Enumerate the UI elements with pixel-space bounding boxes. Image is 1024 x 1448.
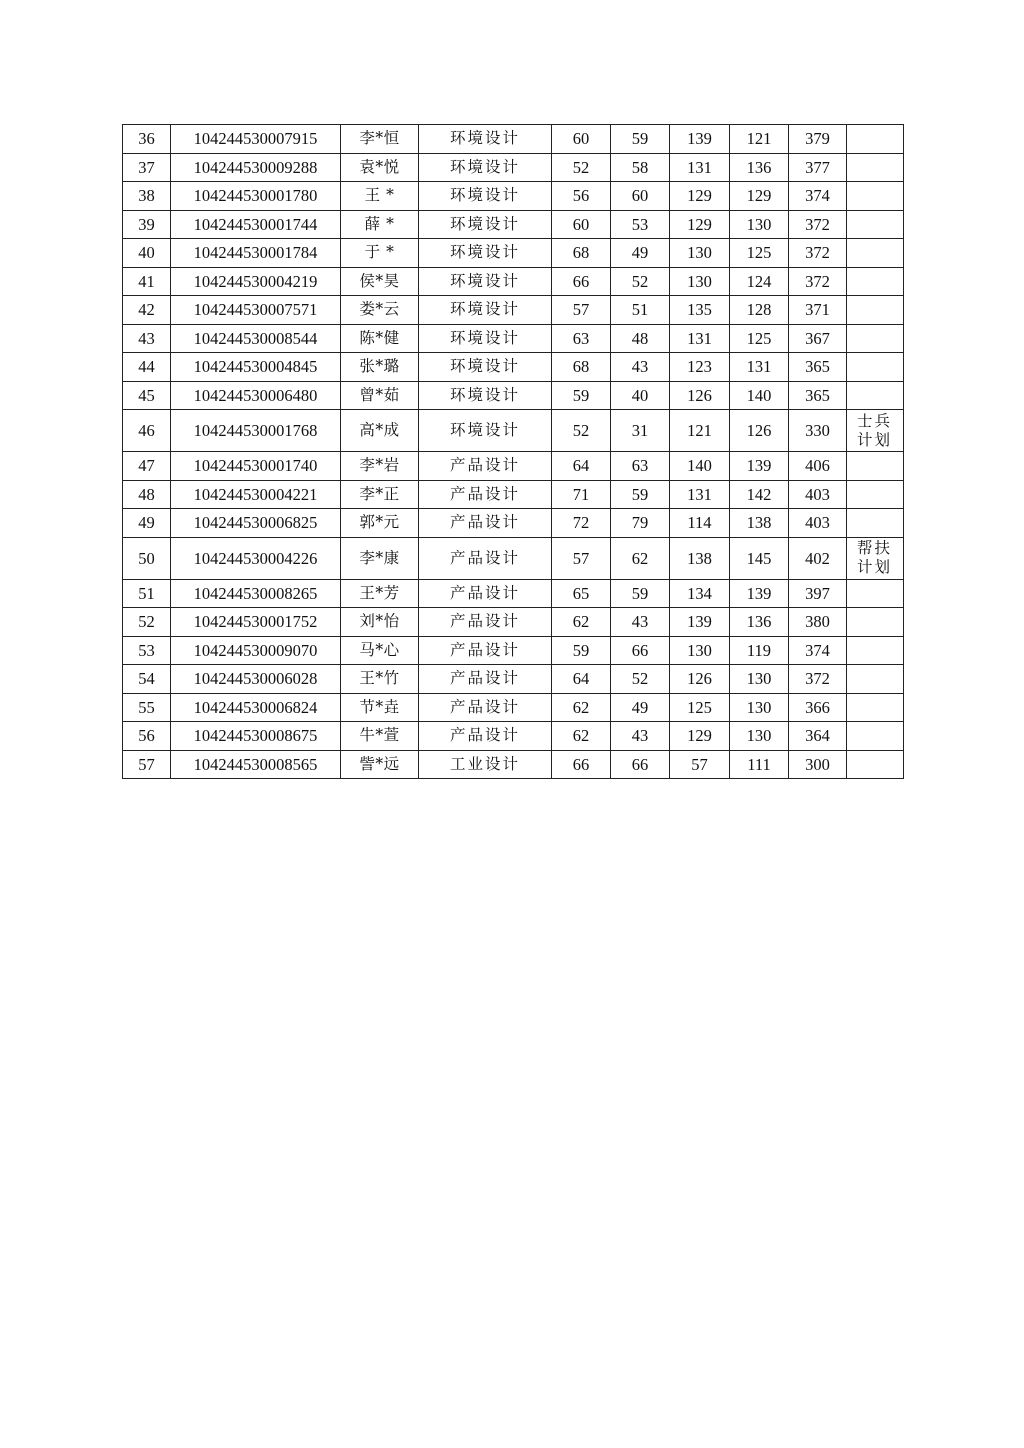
total-score-cell: 406 (789, 452, 847, 481)
score-3-cell: 139 (670, 608, 730, 637)
score-1-cell: 62 (552, 608, 611, 637)
major-cell: 产品设计 (419, 579, 552, 608)
major-cell: 环境设计 (419, 153, 552, 182)
major-cell: 环境设计 (419, 267, 552, 296)
serial-number-cell: 52 (123, 608, 171, 637)
score-3-cell: 139 (670, 125, 730, 154)
score-3-cell: 131 (670, 480, 730, 509)
serial-number-cell: 44 (123, 353, 171, 382)
note-cell (847, 636, 904, 665)
total-score-cell: 330 (789, 410, 847, 452)
major-cell: 环境设计 (419, 324, 552, 353)
major-cell: 环境设计 (419, 353, 552, 382)
score-2-cell: 66 (611, 750, 670, 779)
table-row (123, 296, 904, 325)
serial-number-cell: 53 (123, 636, 171, 665)
table-row (123, 125, 904, 154)
score-2-cell: 49 (611, 693, 670, 722)
score-1-cell: 68 (552, 239, 611, 268)
candidate-id-cell: 104244530004226 (171, 537, 341, 579)
serial-number-cell: 51 (123, 579, 171, 608)
note-cell (847, 267, 904, 296)
score-2-cell: 31 (611, 410, 670, 452)
total-score-cell: 402 (789, 537, 847, 579)
candidate-id-cell: 104244530008544 (171, 324, 341, 353)
score-3-cell: 129 (670, 722, 730, 751)
total-score-cell: 366 (789, 693, 847, 722)
candidate-id-cell: 104244530009288 (171, 153, 341, 182)
note-cell: 帮扶计划 (847, 537, 904, 579)
candidate-id-cell: 104244530001768 (171, 410, 341, 452)
score-2-cell: 43 (611, 722, 670, 751)
score-4-cell: 136 (730, 153, 789, 182)
score-3-cell: 121 (670, 410, 730, 452)
note-cell: 士兵计划 (847, 410, 904, 452)
score-1-cell: 52 (552, 410, 611, 452)
candidate-name-cell: 陈*健 (341, 324, 419, 353)
candidate-id-cell: 104244530009070 (171, 636, 341, 665)
total-score-cell: 374 (789, 636, 847, 665)
note-cell (847, 182, 904, 211)
candidate-id-cell: 104244530008565 (171, 750, 341, 779)
score-3-cell: 138 (670, 537, 730, 579)
candidate-name-cell: 王 * (341, 182, 419, 211)
score-2-cell: 66 (611, 636, 670, 665)
note-cell (847, 125, 904, 154)
table-row (123, 722, 904, 751)
score-4-cell: 130 (730, 693, 789, 722)
score-4-cell: 130 (730, 210, 789, 239)
total-score-cell: 374 (789, 182, 847, 211)
score-3-cell: 123 (670, 353, 730, 382)
table-row (123, 750, 904, 779)
score-4-cell: 125 (730, 324, 789, 353)
note-cell (847, 210, 904, 239)
major-cell: 环境设计 (419, 125, 552, 154)
candidate-id-cell: 104244530004221 (171, 480, 341, 509)
serial-number-cell: 47 (123, 452, 171, 481)
candidate-name-cell: 薛 * (341, 210, 419, 239)
score-2-cell: 59 (611, 480, 670, 509)
note-cell (847, 665, 904, 694)
major-cell: 产品设计 (419, 509, 552, 538)
candidate-name-cell: 侯*昊 (341, 267, 419, 296)
total-score-cell: 372 (789, 267, 847, 296)
score-2-cell: 51 (611, 296, 670, 325)
score-2-cell: 59 (611, 125, 670, 154)
table-row (123, 480, 904, 509)
candidate-id-cell: 104244530004219 (171, 267, 341, 296)
score-1-cell: 68 (552, 353, 611, 382)
candidate-name-cell: 娄*云 (341, 296, 419, 325)
score-2-cell: 58 (611, 153, 670, 182)
score-4-cell: 136 (730, 608, 789, 637)
score-3-cell: 140 (670, 452, 730, 481)
score-3-cell: 131 (670, 324, 730, 353)
candidate-name-cell: 高*成 (341, 410, 419, 452)
note-cell (847, 452, 904, 481)
candidate-id-cell: 104244530008265 (171, 579, 341, 608)
score-3-cell: 130 (670, 267, 730, 296)
serial-number-cell: 41 (123, 267, 171, 296)
table-row (123, 324, 904, 353)
score-4-cell: 140 (730, 381, 789, 410)
score-3-cell: 130 (670, 636, 730, 665)
score-1-cell: 60 (552, 125, 611, 154)
table-row (123, 210, 904, 239)
score-1-cell: 56 (552, 182, 611, 211)
score-2-cell: 52 (611, 267, 670, 296)
total-score-cell: 365 (789, 353, 847, 382)
table-row (123, 693, 904, 722)
table-row (123, 579, 904, 608)
score-4-cell: 145 (730, 537, 789, 579)
candidate-name-cell: 刘*怡 (341, 608, 419, 637)
major-cell: 环境设计 (419, 239, 552, 268)
serial-number-cell: 42 (123, 296, 171, 325)
candidate-id-cell: 104244530004845 (171, 353, 341, 382)
score-4-cell: 128 (730, 296, 789, 325)
score-4-cell: 129 (730, 182, 789, 211)
score-2-cell: 43 (611, 353, 670, 382)
score-4-cell: 121 (730, 125, 789, 154)
score-4-cell: 125 (730, 239, 789, 268)
serial-number-cell: 56 (123, 722, 171, 751)
total-score-cell: 371 (789, 296, 847, 325)
total-score-cell: 367 (789, 324, 847, 353)
serial-number-cell: 39 (123, 210, 171, 239)
score-4-cell: 119 (730, 636, 789, 665)
major-cell: 环境设计 (419, 410, 552, 452)
table-row (123, 153, 904, 182)
score-1-cell: 64 (552, 452, 611, 481)
candidate-id-cell: 104244530007571 (171, 296, 341, 325)
total-score-cell: 403 (789, 509, 847, 538)
table-row (123, 452, 904, 481)
table-row (123, 182, 904, 211)
candidate-id-cell: 104244530001752 (171, 608, 341, 637)
note-cell (847, 750, 904, 779)
total-score-cell: 372 (789, 239, 847, 268)
score-2-cell: 52 (611, 665, 670, 694)
total-score-cell: 397 (789, 579, 847, 608)
score-4-cell: 126 (730, 410, 789, 452)
major-cell: 工业设计 (419, 750, 552, 779)
score-3-cell: 129 (670, 182, 730, 211)
candidate-id-cell: 104244530008675 (171, 722, 341, 751)
note-cell (847, 296, 904, 325)
score-4-cell: 130 (730, 665, 789, 694)
candidate-name-cell: 王*芳 (341, 579, 419, 608)
total-score-cell: 377 (789, 153, 847, 182)
candidate-name-cell: 牛*萱 (341, 722, 419, 751)
candidate-id-cell: 104244530001784 (171, 239, 341, 268)
table-row (123, 410, 904, 452)
note-cell (847, 480, 904, 509)
score-table (122, 124, 904, 779)
score-2-cell: 40 (611, 381, 670, 410)
score-1-cell: 71 (552, 480, 611, 509)
serial-number-cell: 43 (123, 324, 171, 353)
total-score-cell: 372 (789, 665, 847, 694)
major-cell: 产品设计 (419, 480, 552, 509)
candidate-name-cell: 訾*远 (341, 750, 419, 779)
serial-number-cell: 45 (123, 381, 171, 410)
score-3-cell: 134 (670, 579, 730, 608)
total-score-cell: 380 (789, 608, 847, 637)
serial-number-cell: 49 (123, 509, 171, 538)
score-3-cell: 130 (670, 239, 730, 268)
candidate-id-cell: 104244530006028 (171, 665, 341, 694)
major-cell: 环境设计 (419, 381, 552, 410)
total-score-cell: 372 (789, 210, 847, 239)
score-table-body (123, 125, 904, 779)
table-row (123, 537, 904, 579)
major-cell: 产品设计 (419, 665, 552, 694)
score-1-cell: 57 (552, 296, 611, 325)
serial-number-cell: 36 (123, 125, 171, 154)
score-3-cell: 129 (670, 210, 730, 239)
total-score-cell: 403 (789, 480, 847, 509)
score-1-cell: 59 (552, 381, 611, 410)
score-1-cell: 59 (552, 636, 611, 665)
score-4-cell: 139 (730, 452, 789, 481)
candidate-name-cell: 王*竹 (341, 665, 419, 694)
score-2-cell: 79 (611, 509, 670, 538)
candidate-name-cell: 李*康 (341, 537, 419, 579)
note-cell (847, 722, 904, 751)
score-4-cell: 138 (730, 509, 789, 538)
candidate-name-cell: 马*心 (341, 636, 419, 665)
table-row (123, 665, 904, 694)
major-cell: 产品设计 (419, 636, 552, 665)
serial-number-cell: 37 (123, 153, 171, 182)
serial-number-cell: 55 (123, 693, 171, 722)
major-cell: 产品设计 (419, 537, 552, 579)
candidate-name-cell: 李*岩 (341, 452, 419, 481)
score-4-cell: 124 (730, 267, 789, 296)
score-3-cell: 126 (670, 665, 730, 694)
note-cell (847, 608, 904, 637)
candidate-id-cell: 104244530006480 (171, 381, 341, 410)
table-row (123, 381, 904, 410)
score-1-cell: 57 (552, 537, 611, 579)
score-1-cell: 64 (552, 665, 611, 694)
major-cell: 环境设计 (419, 210, 552, 239)
candidate-name-cell: 于 * (341, 239, 419, 268)
score-4-cell: 111 (730, 750, 789, 779)
table-row (123, 608, 904, 637)
note-cell (847, 324, 904, 353)
score-1-cell: 66 (552, 750, 611, 779)
candidate-name-cell: 袁*悦 (341, 153, 419, 182)
note-cell (847, 579, 904, 608)
score-1-cell: 62 (552, 722, 611, 751)
score-1-cell: 60 (552, 210, 611, 239)
major-cell: 产品设计 (419, 608, 552, 637)
score-2-cell: 59 (611, 579, 670, 608)
score-3-cell: 126 (670, 381, 730, 410)
serial-number-cell: 48 (123, 480, 171, 509)
candidate-id-cell: 104244530007915 (171, 125, 341, 154)
candidate-id-cell: 104244530006824 (171, 693, 341, 722)
score-4-cell: 139 (730, 579, 789, 608)
candidate-id-cell: 104244530001780 (171, 182, 341, 211)
score-1-cell: 66 (552, 267, 611, 296)
score-4-cell: 131 (730, 353, 789, 382)
table-row (123, 239, 904, 268)
score-1-cell: 62 (552, 693, 611, 722)
total-score-cell: 365 (789, 381, 847, 410)
score-1-cell: 72 (552, 509, 611, 538)
serial-number-cell: 38 (123, 182, 171, 211)
note-cell (847, 239, 904, 268)
score-4-cell: 130 (730, 722, 789, 751)
candidate-name-cell: 张*璐 (341, 353, 419, 382)
candidate-id-cell: 104244530001744 (171, 210, 341, 239)
score-2-cell: 60 (611, 182, 670, 211)
candidate-name-cell: 曾*茹 (341, 381, 419, 410)
table-row (123, 636, 904, 665)
major-cell: 环境设计 (419, 182, 552, 211)
total-score-cell: 379 (789, 125, 847, 154)
note-cell (847, 693, 904, 722)
serial-number-cell: 57 (123, 750, 171, 779)
score-3-cell: 114 (670, 509, 730, 538)
serial-number-cell: 46 (123, 410, 171, 452)
score-2-cell: 53 (611, 210, 670, 239)
score-2-cell: 48 (611, 324, 670, 353)
serial-number-cell: 50 (123, 537, 171, 579)
score-3-cell: 131 (670, 153, 730, 182)
serial-number-cell: 54 (123, 665, 171, 694)
score-2-cell: 62 (611, 537, 670, 579)
serial-number-cell: 40 (123, 239, 171, 268)
score-1-cell: 52 (552, 153, 611, 182)
major-cell: 产品设计 (419, 452, 552, 481)
candidate-name-cell: 李*恒 (341, 125, 419, 154)
table-row (123, 353, 904, 382)
score-2-cell: 63 (611, 452, 670, 481)
note-cell (847, 353, 904, 382)
score-4-cell: 142 (730, 480, 789, 509)
score-1-cell: 63 (552, 324, 611, 353)
candidate-name-cell: 郭*元 (341, 509, 419, 538)
candidate-name-cell: 李*正 (341, 480, 419, 509)
table-row (123, 509, 904, 538)
note-cell (847, 381, 904, 410)
score-3-cell: 135 (670, 296, 730, 325)
major-cell: 产品设计 (419, 722, 552, 751)
score-2-cell: 43 (611, 608, 670, 637)
candidate-name-cell: 节*垚 (341, 693, 419, 722)
score-3-cell: 125 (670, 693, 730, 722)
score-3-cell: 57 (670, 750, 730, 779)
table-row (123, 267, 904, 296)
score-1-cell: 65 (552, 579, 611, 608)
note-cell (847, 153, 904, 182)
major-cell: 产品设计 (419, 693, 552, 722)
note-cell (847, 509, 904, 538)
total-score-cell: 300 (789, 750, 847, 779)
candidate-id-cell: 104244530006825 (171, 509, 341, 538)
total-score-cell: 364 (789, 722, 847, 751)
candidate-id-cell: 104244530001740 (171, 452, 341, 481)
score-2-cell: 49 (611, 239, 670, 268)
major-cell: 环境设计 (419, 296, 552, 325)
